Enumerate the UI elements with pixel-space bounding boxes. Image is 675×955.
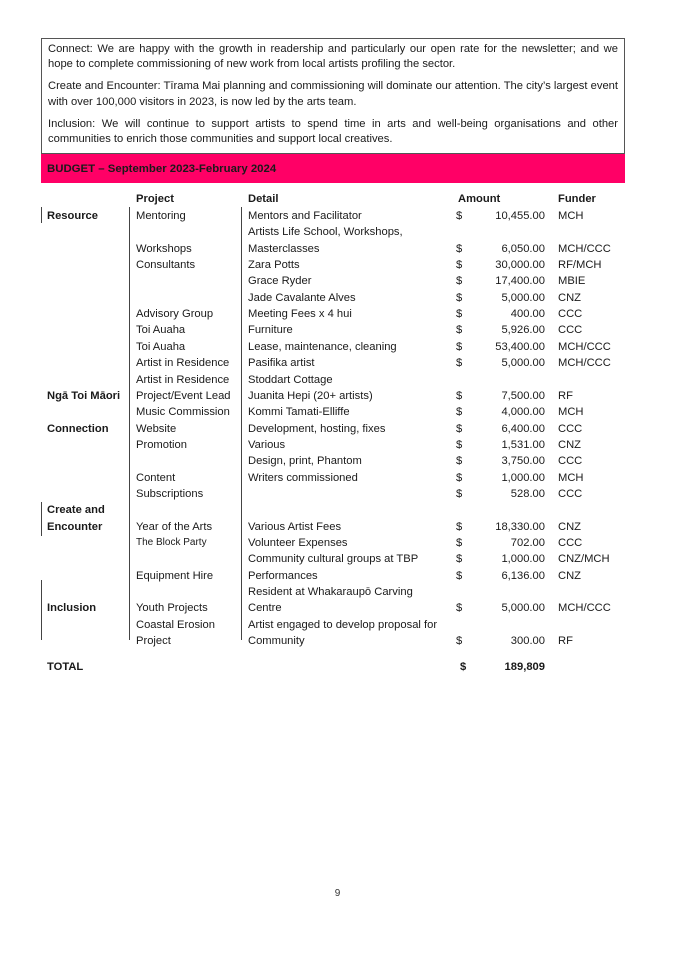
amount-cell: 5,000.00 <box>501 357 545 370</box>
detail-cell: Mentors and Facilitator <box>248 210 362 222</box>
table-row <box>0 519 675 535</box>
total-label: TOTAL <box>47 661 84 673</box>
funder-cell: MCH <box>558 210 584 222</box>
dollar-sign-cell: $ <box>456 602 463 615</box>
project-cell: Youth Projects <box>136 602 208 615</box>
amount-cell: 3,750.00 <box>501 455 545 468</box>
project-cell: Year of the Arts <box>136 520 213 533</box>
amount-cell: 6,050.00 <box>501 242 545 255</box>
project-cell: Toi Auaha <box>136 340 186 353</box>
detail-cell: Furniture <box>248 324 293 337</box>
dollar-sign-cell: $ <box>456 635 463 648</box>
funder-cell: RF <box>558 389 573 402</box>
table-row <box>0 322 675 338</box>
amount-cell: 300.00 <box>510 635 545 648</box>
table-row <box>0 453 675 469</box>
dollar-sign-cell: $ <box>456 553 463 566</box>
funder-cell: CNZ <box>558 438 581 451</box>
detail-cell: Kommi Tamati-Elliffe <box>248 406 350 419</box>
dollar-sign-cell: $ <box>456 275 463 288</box>
amount-cell: 702.00 <box>510 537 545 549</box>
table-row <box>0 339 675 355</box>
table-row <box>0 273 675 289</box>
header-detail: Detail <box>248 193 279 205</box>
project-cell: Workshops <box>136 242 192 255</box>
header-project: Project <box>136 193 174 205</box>
table-row <box>0 388 675 404</box>
detail-cell: Development, hosting, fixes <box>248 422 386 435</box>
dollar-sign-cell: $ <box>456 406 463 419</box>
detail-cell: Juanita Hepi (20+ artists) <box>248 389 373 402</box>
table-row <box>0 486 675 502</box>
table-row <box>0 568 675 584</box>
amount-cell: 30,000.00 <box>495 259 545 272</box>
detail-cell: Resident at Whakaraupō Carving <box>248 586 413 599</box>
table-row <box>0 241 675 257</box>
dollar-sign-cell: $ <box>456 389 463 402</box>
detail-cell: Writers commissioned <box>248 471 358 484</box>
amount-cell: 17,400.00 <box>495 275 545 288</box>
section-cell: Create and <box>47 504 105 517</box>
dollar-sign-cell: $ <box>456 487 463 500</box>
amount-cell: 10,455.00 <box>495 210 545 222</box>
detail-cell: Zara Potts <box>248 259 300 272</box>
amount-cell: 1,531.00 <box>501 438 545 451</box>
funder-cell: RF/MCH <box>558 259 602 272</box>
funder-cell: CCC <box>558 324 583 337</box>
project-cell: Equipment Hire <box>136 569 214 582</box>
project-cell: Advisory Group <box>136 308 214 321</box>
page-number: 9 <box>334 888 341 899</box>
funder-cell: MCH/CCC <box>558 357 611 370</box>
table-row <box>0 633 675 649</box>
table-row <box>0 600 675 616</box>
section-cell: Inclusion <box>47 602 97 615</box>
total-amount: 189,809 <box>504 661 545 673</box>
detail-cell: Masterclasses <box>248 242 320 255</box>
table-row <box>0 355 675 371</box>
table-row <box>0 306 675 322</box>
section-cell: Resource <box>47 210 98 222</box>
dollar-sign-cell: $ <box>456 422 463 435</box>
intro-paragraph-connect: Connect: We are happy with the growth in readership and particularly our open rate for the newsletter; and we hope to complete commissioning of new work from local artists profiling the sector. <box>48 43 618 71</box>
dollar-sign-cell: $ <box>456 210 463 222</box>
project-cell: Artist in Residence <box>136 373 230 386</box>
detail-cell: Grace Ryder <box>248 275 312 288</box>
project-cell: Coastal Erosion <box>136 618 215 631</box>
dollar-sign-cell: $ <box>456 455 463 468</box>
amount-cell: 6,136.00 <box>501 569 545 582</box>
funder-cell: MBIE <box>558 275 586 288</box>
detail-cell: Lease, maintenance, cleaning <box>248 340 397 353</box>
amount-cell: 7,500.00 <box>501 389 545 402</box>
detail-cell: Artist engaged to develop proposal for <box>248 618 438 631</box>
table-row <box>0 535 675 551</box>
dollar-sign-cell: $ <box>456 324 463 337</box>
table-row <box>0 208 675 224</box>
detail-cell: Various <box>248 438 286 451</box>
section-divider-inclusion <box>41 580 42 640</box>
amount-cell: 528.00 <box>510 487 545 500</box>
detail-cell: Artists Life School, Workshops, <box>248 226 403 239</box>
detail-cell: Centre <box>248 602 282 615</box>
funder-cell: MCH/CCC <box>558 340 611 353</box>
amount-cell: 1,000.00 <box>501 553 545 566</box>
project-cell: Promotion <box>136 438 187 451</box>
section-cell: Ngā Toi Māori <box>47 389 121 402</box>
budget-total-row <box>0 659 675 675</box>
funder-cell: MCH <box>558 406 584 419</box>
amount-cell: 4,000.00 <box>501 406 545 419</box>
project-cell: Artist in Residence <box>136 357 230 370</box>
project-cell: Consultants <box>136 259 196 272</box>
funder-cell: MCH/CCC <box>558 242 611 255</box>
funder-cell: CCC <box>558 537 583 549</box>
detail-cell: Pasifika artist <box>248 357 315 370</box>
dollar-sign-cell: $ <box>456 520 463 533</box>
table-row <box>0 224 675 240</box>
amount-cell: 1,000.00 <box>501 471 545 484</box>
table-row <box>0 372 675 388</box>
detail-cell: Community <box>248 635 305 648</box>
table-row <box>0 437 675 453</box>
project-cell: Project/Event Lead <box>136 389 231 402</box>
detail-cell: Meeting Fees x 4 hui <box>248 308 352 321</box>
header-amount: Amount <box>458 193 501 205</box>
funder-cell: CNZ <box>558 520 581 533</box>
amount-cell: 5,000.00 <box>501 602 545 615</box>
project-cell: Project <box>136 635 171 648</box>
dollar-sign-cell: $ <box>456 569 463 582</box>
project-cell: Mentoring <box>136 210 186 222</box>
table-row <box>0 404 675 420</box>
intro-text-box <box>41 38 625 154</box>
budget-table-header <box>0 191 675 207</box>
funder-cell: CCC <box>558 487 583 500</box>
project-cell: The Block Party <box>136 537 207 548</box>
detail-cell: Volunteer Expenses <box>248 537 348 549</box>
funder-cell: CNZ <box>558 291 581 304</box>
project-cell: Toi Auaha <box>136 324 186 337</box>
table-row <box>0 617 675 633</box>
project-cell: Music Commission <box>136 406 230 419</box>
project-cell: Subscriptions <box>136 487 204 500</box>
header-funder: Funder <box>558 193 596 205</box>
total-dollar: $ <box>460 661 467 673</box>
table-row <box>0 290 675 306</box>
detail-cell: Performances <box>248 569 318 582</box>
amount-cell: 5,000.00 <box>501 291 545 304</box>
dollar-sign-cell: $ <box>456 340 463 353</box>
funder-cell: MCH/CCC <box>558 602 611 615</box>
detail-cell: Stoddart Cottage <box>248 373 333 386</box>
intro-paragraph-inclusion: Inclusion: We will continue to support artists to spend time in arts and well-being organisations and other communities to enrich those communities and support local creatives. <box>48 117 618 146</box>
detail-cell: Design, print, Phantom <box>248 455 362 468</box>
dollar-sign-cell: $ <box>456 357 463 370</box>
table-row <box>0 421 675 437</box>
project-column-divider <box>129 207 130 640</box>
section-divider-create <box>41 502 42 536</box>
detail-cell: Jade Cavalante Alves <box>248 291 356 304</box>
amount-cell: 5,926.00 <box>501 324 545 337</box>
dollar-sign-cell: $ <box>456 291 463 304</box>
funder-cell: CNZ/MCH <box>558 553 610 566</box>
project-cell: Content <box>136 471 176 484</box>
section-divider-resource <box>41 207 42 223</box>
funder-cell: CCC <box>558 422 583 435</box>
funder-cell: CNZ <box>558 569 581 582</box>
table-row <box>0 551 675 567</box>
funder-cell: MCH <box>558 471 584 484</box>
section-cell: Connection <box>47 422 109 435</box>
amount-cell: 400.00 <box>510 308 545 321</box>
funder-cell: RF <box>558 635 573 648</box>
intro-paragraph-create: Create and Encounter: Tīrama Mai planning and commissioning will dominate our attention. The city’s largest event with over 100,000 visitors in 2023, is now led by the arts team. <box>48 80 618 108</box>
funder-cell: CCC <box>558 455 583 468</box>
dollar-sign-cell: $ <box>456 471 463 484</box>
detail-column-divider <box>241 207 242 640</box>
amount-cell: 6,400.00 <box>501 422 545 435</box>
table-row <box>0 470 675 486</box>
project-cell: Website <box>136 422 177 435</box>
budget-banner <box>41 154 625 183</box>
budget-title: BUDGET – September 2023-February 2024 <box>47 162 277 175</box>
table-row <box>0 584 675 600</box>
amount-cell: 18,330.00 <box>495 520 545 533</box>
dollar-sign-cell: $ <box>456 259 463 272</box>
dollar-sign-cell: $ <box>456 308 463 321</box>
dollar-sign-cell: $ <box>456 438 463 451</box>
dollar-sign-cell: $ <box>456 242 463 255</box>
table-row <box>0 502 675 518</box>
dollar-sign-cell: $ <box>456 537 463 549</box>
detail-cell: Community cultural groups at TBP <box>248 553 419 566</box>
section-cell: Encounter <box>47 520 103 533</box>
amount-cell: 53,400.00 <box>495 340 545 353</box>
funder-cell: CCC <box>558 308 583 321</box>
detail-cell: Various Artist Fees <box>248 520 342 533</box>
table-row <box>0 257 675 273</box>
